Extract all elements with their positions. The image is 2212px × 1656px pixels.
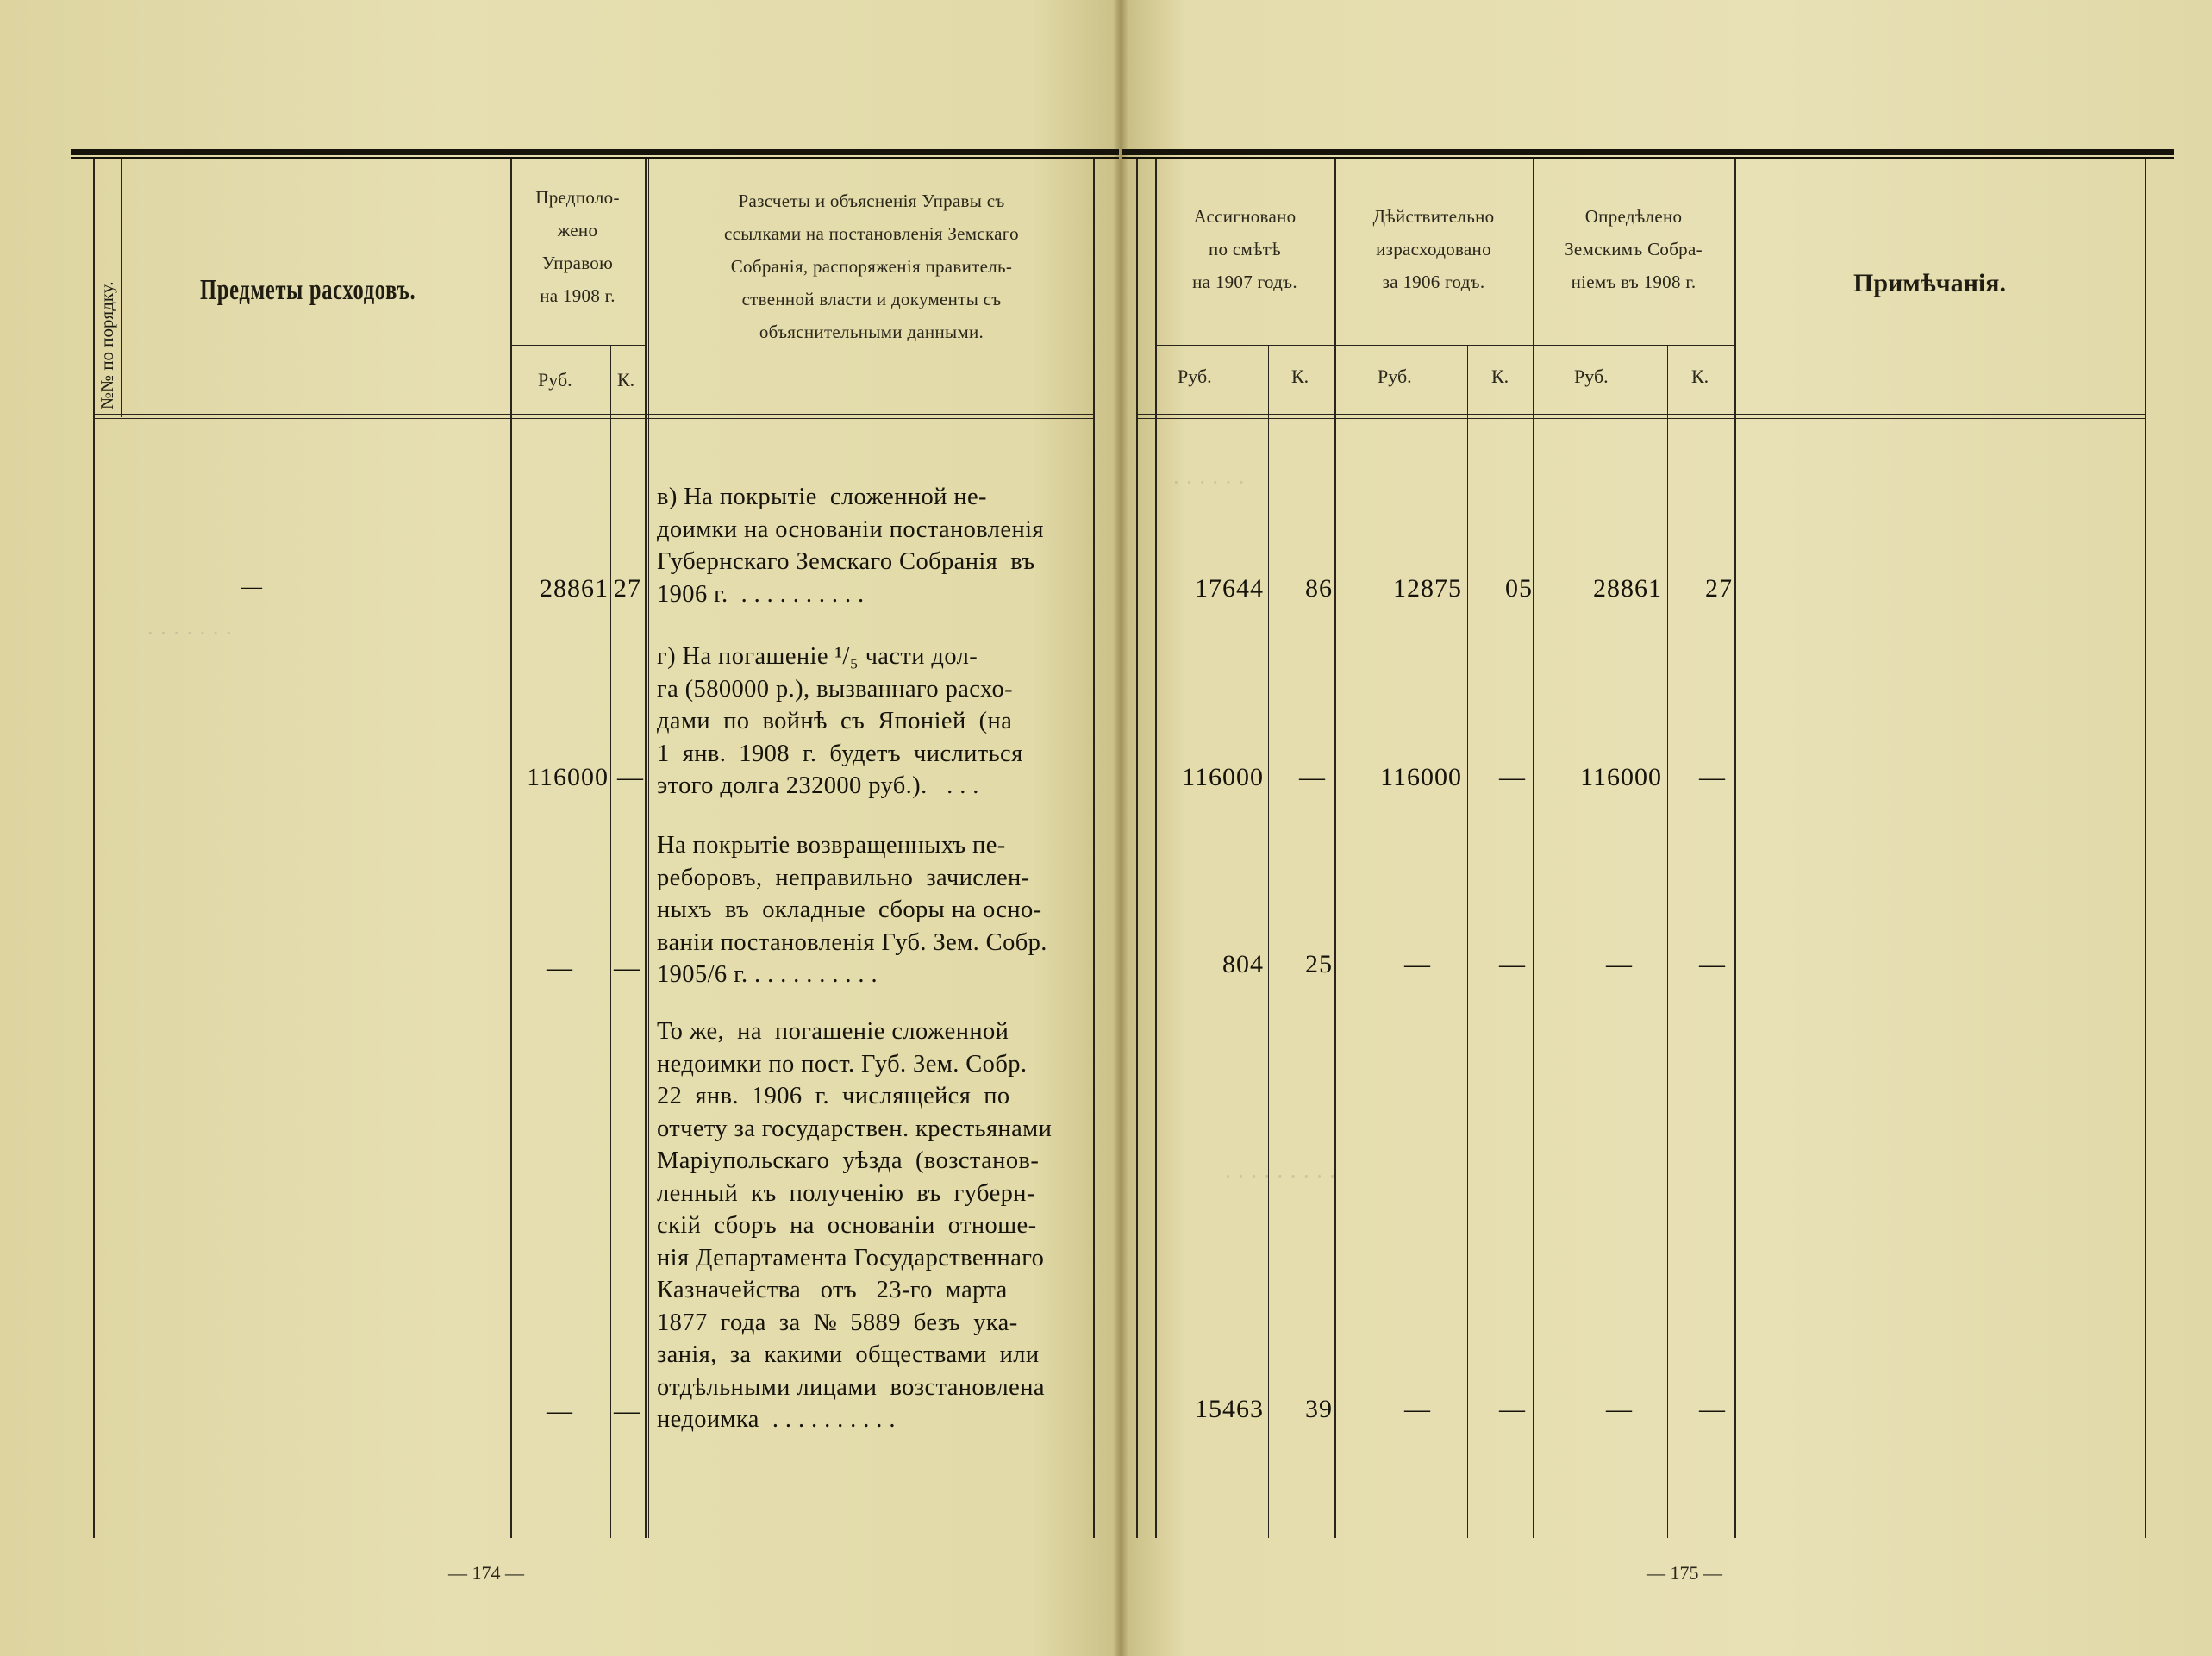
- row-4-det-kop: —: [1699, 1395, 1726, 1423]
- row-3-assigned-kop: 25: [1305, 950, 1333, 978]
- row-3-text: На покрытіе возвращенныхъ пе- реборовъ, неправильно зачислен- ныхъ въ окладные сборы на осно- ваніи постановленія Губ. Зем. Собр. 1905/6 г. . . . . . . . . . .: [657, 832, 1047, 988]
- proposed-rub-header: Руб.: [538, 369, 572, 391]
- row-4-text: То же, на погашеніе сложенной недоимки по пост. Губ. Зем. Собр. 22 янв. 1906 г. числящейся по отчету за государствен. крестьянами Маріупольскаго уѣзда (возстанов- ленный къ полученію въ губерн- скій сборъ на основаніи отноше- нія Департамента Государственнаго Казначейства отъ 23-го марта 1877 года за № 5889 безъ ука- занія, за какими обществами или отдѣльными лицами возстановлена недоимка . . . . . . . . . .: [657, 1018, 1053, 1433]
- row-4-det-rub: —: [1606, 1395, 1633, 1423]
- assigned-kop-header: К.: [1291, 366, 1309, 387]
- row-1-assigned-rub: 17644: [1195, 574, 1264, 603]
- row-4-assigned-rub: 15463: [1195, 1395, 1264, 1423]
- row-3-assigned-rub: 804: [1222, 950, 1264, 978]
- row-2-actual-rub: 116000: [1380, 763, 1462, 791]
- notes-header: Примѣчанія.: [1853, 269, 2007, 297]
- row-3-proposed-rub: —: [547, 953, 573, 982]
- row-3-det-rub: —: [1606, 950, 1633, 978]
- row-2-actual-kop: —: [1499, 763, 1526, 791]
- row-3-det-kop: —: [1699, 950, 1726, 978]
- assigned-header: Ассигновано по смѣтѣ на 1907 годъ.: [1192, 206, 1297, 292]
- left-page-number: — 174 —: [448, 1562, 524, 1584]
- det-rub-header: Руб.: [1574, 366, 1609, 387]
- assigned-rub-header: Руб.: [1178, 366, 1212, 387]
- expense-items-header: Предметы расходовъ.: [200, 274, 416, 306]
- top-thick-rule-right: [1122, 149, 2174, 155]
- row-4-proposed-rub: —: [547, 1397, 573, 1425]
- top-thick-rule-left: [71, 149, 1119, 155]
- row-2-text: г) На погашеніе ¹/₅ части дол- га (580000 р.), вызваннаго расхо- дами по войнѣ съ Японіей (на 1 янв. 1908 г. будетъ числиться этого долга 232000 руб.). . . .: [657, 643, 1023, 799]
- row-4-proposed-kop: —: [614, 1397, 640, 1425]
- proposed-header: Предполо- жено Управою на 1908 г.: [535, 187, 620, 306]
- actual-header: Дѣйствительно израсходовано за 1906 годъ.: [1372, 206, 1495, 292]
- det-kop-header: К.: [1691, 366, 1709, 387]
- row-1-det-rub: 28861: [1593, 574, 1662, 603]
- proposed-kop-header: К.: [617, 369, 635, 391]
- row-2-det-rub: 116000: [1580, 763, 1662, 791]
- row-1-proposed-kop: 27: [614, 574, 641, 603]
- actual-kop-header: К.: [1491, 366, 1509, 387]
- right-page-number: — 175 —: [1647, 1562, 1722, 1584]
- row-2-proposed-kop: —: [617, 763, 644, 791]
- row-3-actual-kop: —: [1499, 950, 1526, 978]
- actual-rub-header: Руб.: [1378, 366, 1412, 387]
- row-1-actual-kop: 05: [1505, 574, 1533, 603]
- row-4-actual-rub: —: [1404, 1395, 1431, 1423]
- determined-header: Опредѣлено Земскимъ Собра- ніемъ въ 1908 г.: [1565, 206, 1703, 292]
- row-2-assigned-rub: 116000: [1182, 763, 1264, 791]
- row-2-assigned-kop: —: [1299, 763, 1326, 791]
- row-1-actual-rub: 12875: [1393, 574, 1462, 603]
- row-1-det-kop: 27: [1705, 574, 1733, 603]
- row-4-assigned-kop: 39: [1305, 1395, 1333, 1423]
- calc-explanations-header: Разсчеты и объясненія Управы съ ссылками на постановленія Земскаго Собранія, распоряженія правитель- ственной власти и документы съ объяснительными данными.: [724, 191, 1019, 342]
- row-1-proposed-rub: 28861: [540, 574, 609, 603]
- row-4-actual-kop: —: [1499, 1395, 1526, 1423]
- row-1-assigned-kop: 86: [1305, 574, 1333, 603]
- order-number-header: №№ по порядку.: [97, 281, 117, 409]
- row-3-proposed-kop: —: [614, 953, 640, 982]
- row-1-text: в) На покрытіе сложенной не- доимки на основаніи постановленія Губернскаго Земскаго Собранія въ 1906 г. . . . . . . . . . .: [657, 484, 1044, 608]
- row-2-det-kop: —: [1699, 763, 1726, 791]
- row-2-proposed-rub: 116000: [527, 763, 609, 791]
- item-dash: —: [241, 576, 263, 598]
- row-3-actual-rub: —: [1404, 950, 1431, 978]
- book-gutter: [1114, 0, 1128, 1656]
